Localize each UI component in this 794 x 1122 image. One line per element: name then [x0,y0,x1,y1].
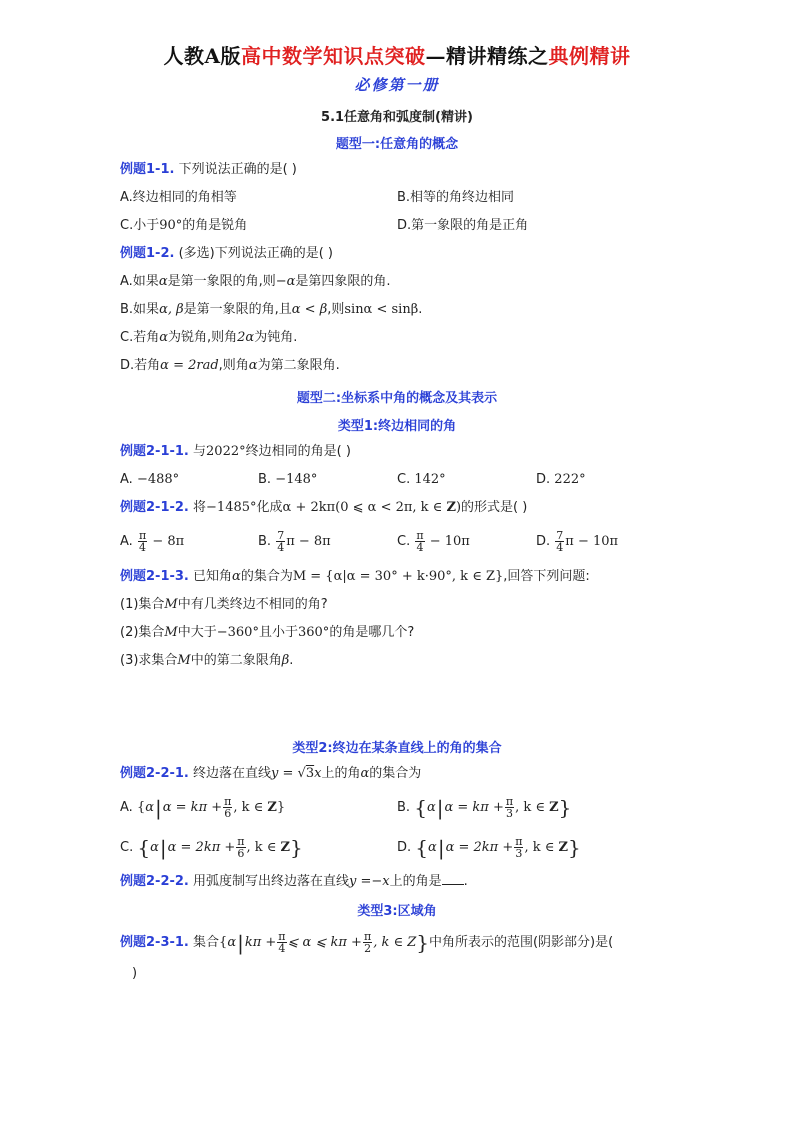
math: kπ + [244,935,277,950]
denominator: 4 [416,541,424,554]
option-d [536,530,618,553]
sqrt [298,766,315,781]
option-a [120,471,179,489]
math: M = {α|α = 30° + k·90°, k ∈ Z} [292,569,504,584]
option-a [120,530,184,553]
radicand: 3 [305,766,315,781]
option-text: 是第一象限的角,则 [167,274,276,289]
header-part3: —精讲精练之 [425,44,549,68]
question-close-paren: ) [132,966,138,981]
numerator: π [237,835,245,848]
question-text: . [289,653,294,668]
math: ⩽ α ⩽ kπ + [287,935,362,950]
denominator: 3 [505,807,513,820]
question-text: 集合 [193,935,220,950]
document-header [0,40,794,69]
denominator: 4 [277,541,285,554]
option-text: A.如果 [120,274,159,289]
math: 222° [554,472,586,487]
math: Z [558,840,568,855]
example-label: 例题2-2-2. [120,874,189,889]
math-expression [137,835,303,860]
example-2-2-1 [120,765,421,783]
question-text: 与 [193,444,207,459]
option-a: A.终边相同的角相等 [120,190,237,205]
math: M [177,653,191,668]
question-text: ,回答下列问题: [503,569,590,584]
numerator: π [278,930,286,943]
brace: { [137,835,151,860]
math: − 10π [429,534,470,549]
option-letter: D. [397,840,412,855]
option-c [120,217,247,235]
math-expression [415,835,581,860]
option-letter: C. [397,472,411,487]
divider: | [437,835,445,860]
example-1-2 [120,245,333,263]
math: −1485° [206,500,257,515]
question-text: 用弧度制写出终边落在直线 [193,874,350,889]
denominator: 4 [139,541,147,554]
sub-question-3 [120,652,293,670]
denominator: 4 [278,942,286,955]
math: − 8π [152,534,185,549]
sqrt-sign: √ [297,766,306,781]
example-2-1-3 [120,568,590,586]
math: Z [267,800,277,815]
math: 360° [297,625,330,640]
section-title: 5.1任意角和弧度制(精讲) [321,110,473,125]
option-d [397,836,581,859]
option-b [258,471,317,489]
math: α [232,569,241,584]
option-letter: B. [258,472,272,487]
math: α + 2kπ(0 ⩽ α < 2π, k ∈ [282,500,447,515]
math: 2022° [206,444,246,459]
math: 142° [414,472,446,487]
denominator: 6 [237,847,245,860]
question-text: 且小于 [258,625,298,640]
question-text: 的集合为 [240,569,293,584]
option-text: C.小于 [120,218,160,233]
fraction [363,931,372,954]
option-text: D.若角 [120,358,161,373]
type2-sub2-heading: 类型2:终边在某条直线上的角的集合 [292,741,502,756]
math: α [145,800,154,815]
question-text: 上的角 [321,766,361,781]
option-b [397,796,571,819]
option-c [397,471,446,489]
numerator: π [416,529,424,542]
example-label: 例题2-1-1. [120,444,189,459]
brace: } [290,835,303,860]
fraction [277,931,286,954]
math: α [426,800,436,815]
option-letter: B. [397,800,411,815]
math: , k ∈ [515,800,550,815]
math: α = 2rad [160,358,219,373]
fraction [505,796,514,819]
fraction [555,530,564,553]
option-letter: D. [536,472,551,487]
divider: | [237,930,244,955]
example-2-1-1 [120,443,351,461]
numerator: π [505,795,514,808]
example-label: 例题2-1-3. [120,569,189,584]
example-label: 例题1-1. [120,162,175,177]
example-2-1-2 [120,499,527,517]
math: α [159,330,168,345]
question-text: 的角是哪几个? [329,625,415,640]
option-text: 为第二象限角. [257,358,340,373]
question-text: 上的角是 [389,874,442,889]
answer-blank[interactable] [442,872,464,885]
math: 90° [159,218,183,233]
option-text: 的角是锐角 [182,218,248,233]
option-text: 为锐角,则角 [168,330,238,345]
option-c [397,530,470,553]
sub-question-1 [120,596,328,614]
math: , k ∈ [246,840,281,855]
header-subtitle: 必修第一册 [354,76,440,94]
header-part1: 人教A版 [163,44,242,68]
math: x [314,766,322,781]
math: α = 2kπ + [167,840,236,855]
numerator: 7 [277,529,285,542]
question-text: 化成 [256,500,283,515]
option-text: ,则 [327,302,345,317]
math: Z [446,500,456,515]
question-text: 中角所表示的范围(阴影部分)是( [428,935,614,950]
option-letter: A. [120,534,133,549]
math-expression: {α|α = kπ + $\frac{\pi}{6}$ , k ∈ Z} [136,795,286,820]
question-text: 终边相同的角是( ) [245,444,351,459]
math: , k ∈ [524,840,559,855]
math: π − 8π [286,534,331,549]
question-text: 中大于 [177,625,217,640]
math: M [164,597,178,612]
math: −488° [136,472,180,487]
numerator: π [138,529,147,542]
math: ) [455,500,462,515]
example-label: 例题1-2. [120,246,175,261]
question-text: (2)集合 [120,625,165,640]
option-text: B.如果 [120,302,160,317]
option-text: ,则角 [218,358,249,373]
type2-sub3-heading: 类型3:区域角 [357,904,437,919]
example-2-3-1 [120,931,613,954]
brace: } [558,795,572,820]
example-label: 例题2-1-2. [120,500,189,515]
math: α [248,358,258,373]
question-text: 中的第二象限角 [190,653,282,668]
math-expression [414,795,572,820]
option-letter: B. [258,534,272,549]
math: −α [275,274,296,289]
math: , k ∈ Z [373,935,417,950]
option-c [120,329,297,347]
denominator: 2 [364,942,372,955]
header-part4: 典例精讲 [548,44,631,68]
option-d [536,471,586,489]
math: β [281,653,290,668]
brace: } [567,835,581,860]
option-a [120,796,285,819]
option-b [120,301,422,319]
brace: { [414,795,427,820]
math: Z [280,840,291,855]
fraction [223,796,232,819]
question-text: (1)集合 [120,597,165,612]
denominator: 4 [556,541,564,554]
type2-heading: 题型二:坐标系中角的概念及其表示 [296,391,498,406]
math: Z [549,800,559,815]
question-text: (3)求集合 [120,653,178,668]
math: α = 2kπ + [445,840,514,855]
question-stem: 下列说法正确的是( ) [178,162,297,177]
math: −360° [216,625,259,640]
option-c [120,836,303,859]
option-letter: C. [120,840,134,855]
question-text: . [463,874,468,889]
fraction [415,530,424,553]
question-text: 的集合为 [369,766,422,781]
fraction [236,836,245,859]
example-2-2-2 [120,872,468,891]
option-text: 是第四象限的角. [295,274,391,289]
option-text: . [418,302,423,317]
math: y =−x [349,874,390,889]
divider: | [155,795,162,820]
numerator: 7 [556,529,564,542]
math: α = kπ + [444,800,504,815]
question-stem: (多选)下列说法正确的是( ) [178,246,333,261]
math: sinα < sinβ [344,302,419,317]
question-text: 将 [193,500,207,515]
brace: } [416,930,429,955]
fraction [514,836,523,859]
fraction [138,530,147,553]
question-text: 已知角 [193,569,233,584]
math: π − 10π [565,534,619,549]
option-letter: D. [536,534,551,549]
denominator: 6 [224,807,232,820]
math-expression: {α|kπ + $\frac{\pi}{4}$ ⩽ α ⩽ kπ + $\frac{\pi}{2}$ , k ∈ Z} [219,930,429,955]
question-text: 终边落在直线 [193,766,272,781]
divider: | [159,835,167,860]
math: α < β [291,302,328,317]
math: , k ∈ [233,800,268,815]
option-d: D.第一象限的角是正角 [397,218,529,233]
option-letter: A. [120,800,133,815]
type1-heading: 题型一:任意角的概念 [335,137,459,152]
example-label: 例题2-2-1. [120,766,189,781]
type2-sub1-heading: 类型1:终边相同的角 [337,419,457,434]
math: α, β [159,302,184,317]
math: y = [271,766,298,781]
option-text: 是第一象限的角,且 [183,302,292,317]
math: 2α [237,330,255,345]
math: α = kπ + [162,800,223,815]
option-a [120,273,391,291]
option-text: 为钝角. [254,330,298,345]
math: α [158,274,168,289]
option-d [120,357,340,375]
header-part2: 高中数学知识点突破 [241,44,426,68]
divider: | [436,795,444,820]
math: α [428,840,437,855]
question-text: 中有几类终边不相同的角? [177,597,328,612]
option-b: B.相等的角终边相同 [397,190,515,205]
option-text: C.若角 [120,330,160,345]
question-text: 的形式是( ) [461,500,528,515]
fraction [276,530,285,553]
math: M [164,625,178,640]
option-letter: C. [397,534,411,549]
numerator: π [363,930,372,943]
math: −148° [275,472,318,487]
option-b [258,530,331,553]
denominator: 3 [515,847,523,860]
numerator: π [515,835,523,848]
math: α [227,935,237,950]
numerator: π [224,795,232,808]
example-label: 例题2-3-1. [120,935,189,950]
option-letter: A. [120,472,133,487]
sub-question-2 [120,624,414,642]
example-1-1 [120,161,297,179]
math: α [150,840,159,855]
math: α [360,766,370,781]
brace: { [415,835,429,860]
